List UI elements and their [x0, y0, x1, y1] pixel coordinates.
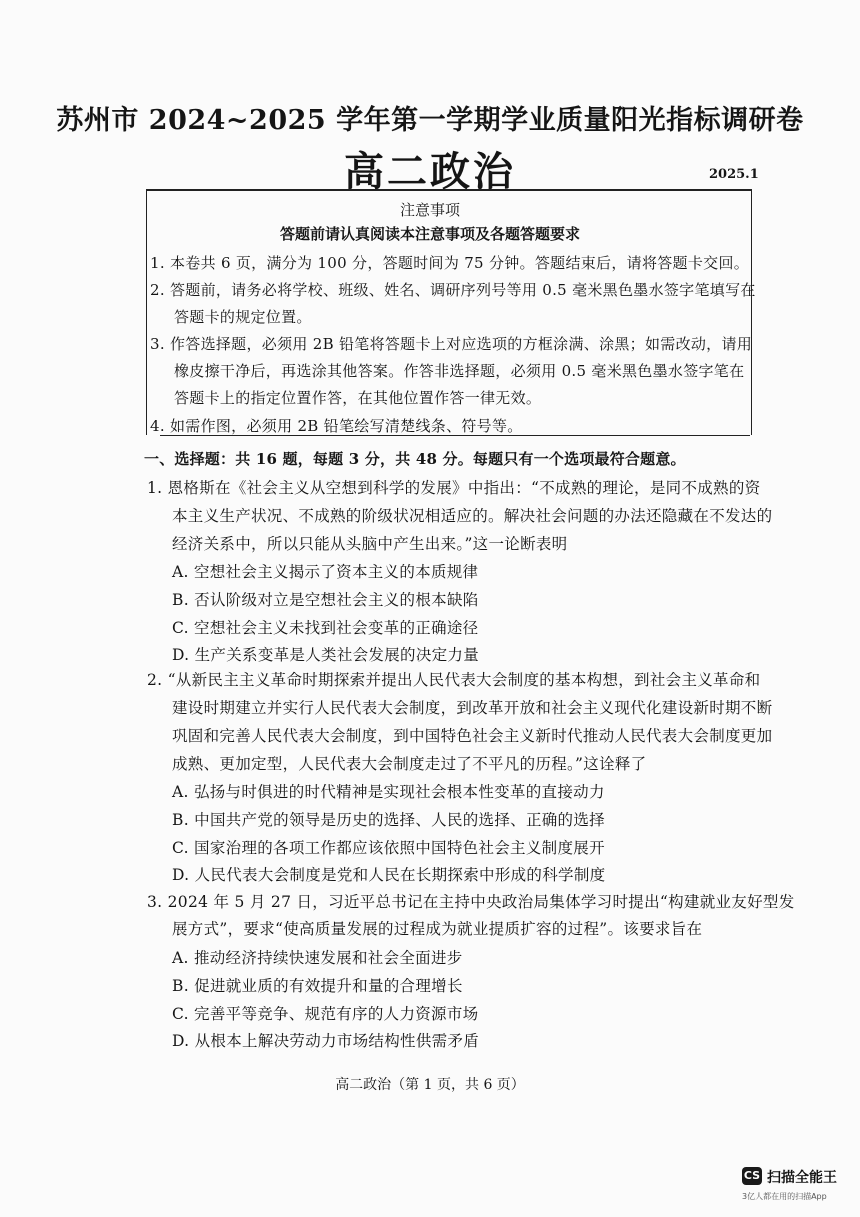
- question-2-option-a: A. 弘扬与时俱进的时代精神是实现社会根本性变革的直接动力: [172, 783, 605, 801]
- question-3-option-c: C. 完善平等竞争、规范有序的人力资源市场: [172, 1005, 479, 1023]
- question-1-option-c: C. 空想社会主义未找到社会变革的正确途径: [172, 619, 479, 637]
- question-2-option-c: C. 国家治理的各项工作都应该依照中国特色社会主义制度展开: [172, 839, 605, 857]
- question-3-option-d: D. 从根本上解决劳动力市场结构性供需矛盾: [172, 1032, 480, 1050]
- scanner-watermark: [740, 1167, 850, 1207]
- question-1-option-a: A. 空想社会主义揭示了资本主义的本质规律: [172, 563, 479, 581]
- notice-line: 3. 作答选择题，必须用 2B 铅笔将答题卡上对应选项的方框涂满、涂黑；如需改动，请用: [150, 335, 753, 353]
- watermark-name: 扫描全能王: [767, 1170, 837, 1186]
- question-2-line: 2. “从新民主主义革命时期探索并提出人民代表大会制度的基本构想，到社会主义革命和: [147, 671, 761, 689]
- question-2-line: 建设时期建立并实行人民代表大会制度，到改革开放和社会主义现代化建设新时期不断: [172, 699, 773, 717]
- notice-line: 2. 答题前，请务必将学校、班级、姓名、调研序列号等用 0.5 毫米黑色墨水签字笔填写在: [150, 281, 756, 299]
- camscanner-logo-icon: CS: [742, 1167, 762, 1185]
- notice-line: 答题卡上的指定位置作答，在其他位置作答一律无效。: [174, 389, 542, 407]
- question-3-option-a: A. 推动经济持续快速发展和社会全面进步: [172, 949, 463, 967]
- notice-line: 答题卡的规定位置。: [174, 308, 312, 326]
- question-1-line: 本主义生产状况、不成熟的阶级状况相适应的。解决社会问题的办法还隐藏在不发达的: [172, 507, 773, 525]
- notice-line: 4. 如需作图，必须用 2B 铅笔绘写清楚线条、符号等。: [150, 417, 523, 435]
- notice-line: 1. 本卷共 6 页，满分为 100 分，答题时间为 75 分钟。答题结束后，请将答题卡交回。: [150, 254, 750, 272]
- question-1-line: 经济关系中，所以只能从头脑中产生出来。”这一论断表明: [172, 535, 568, 553]
- question-1-option-d: D. 生产关系变革是人类社会发展的决定力量: [172, 646, 480, 664]
- question-2-option-b: B. 中国共产党的领导是历史的选择、人民的选择、正确的选择: [172, 811, 605, 829]
- question-2-option-d: D. 人民代表大会制度是党和人民在长期探索中形成的科学制度: [172, 866, 606, 884]
- notice-title: 注意事项: [399, 201, 460, 219]
- question-3-line: 3. 2024 年 5 月 27 日，习近平总书记在主持中央政治局集体学习时提出“构建就业友好型发: [147, 893, 795, 911]
- question-2-line: 成熟、更加定型，人民代表大会制度走过了不平凡的历程。”这诠释了: [172, 755, 647, 773]
- notice-subtitle: 答题前请认真阅读本注意事项及各题答题要求: [279, 225, 580, 243]
- page-footer: 高二政治（第 1 页，共 6 页）: [335, 1077, 525, 1093]
- question-3-option-b: B. 促进就业质的有效提升和量的合理增长: [172, 977, 463, 995]
- notice-line: 橡皮擦干净后，再选涂其他答案。作答非选择题，必须用 0.5 毫米黑色墨水签字笔在: [174, 362, 745, 380]
- exam-date: 2025.1: [709, 167, 759, 182]
- question-2-line: 巩固和完善人民代表大会制度，到中国特色社会主义新时代推动人民代表大会制度更加: [172, 727, 773, 745]
- subject-title: 高二政治: [344, 148, 516, 195]
- question-3-line: 展方式”，要求“使高质量发展的过程成为就业提质扩容的过程”。该要求旨在: [172, 920, 703, 938]
- exam-title: 苏州市 2024~2025 学年第一学期学业质量阳光指标调研卷: [56, 105, 804, 136]
- watermark-tagline: 3亿人都在用的扫描App: [742, 1192, 827, 1201]
- section-heading: 一、选择题：共 16 题，每题 3 分，共 48 分。每题只有一个选项最符合题意。: [144, 450, 686, 468]
- question-1-line: 1. 恩格斯在《社会主义从空想到科学的发展》中指出：“不成熟的理论，是同不成熟的资: [147, 479, 761, 497]
- question-1-option-b: B. 否认阶级对立是空想社会主义的根本缺陷: [172, 591, 479, 609]
